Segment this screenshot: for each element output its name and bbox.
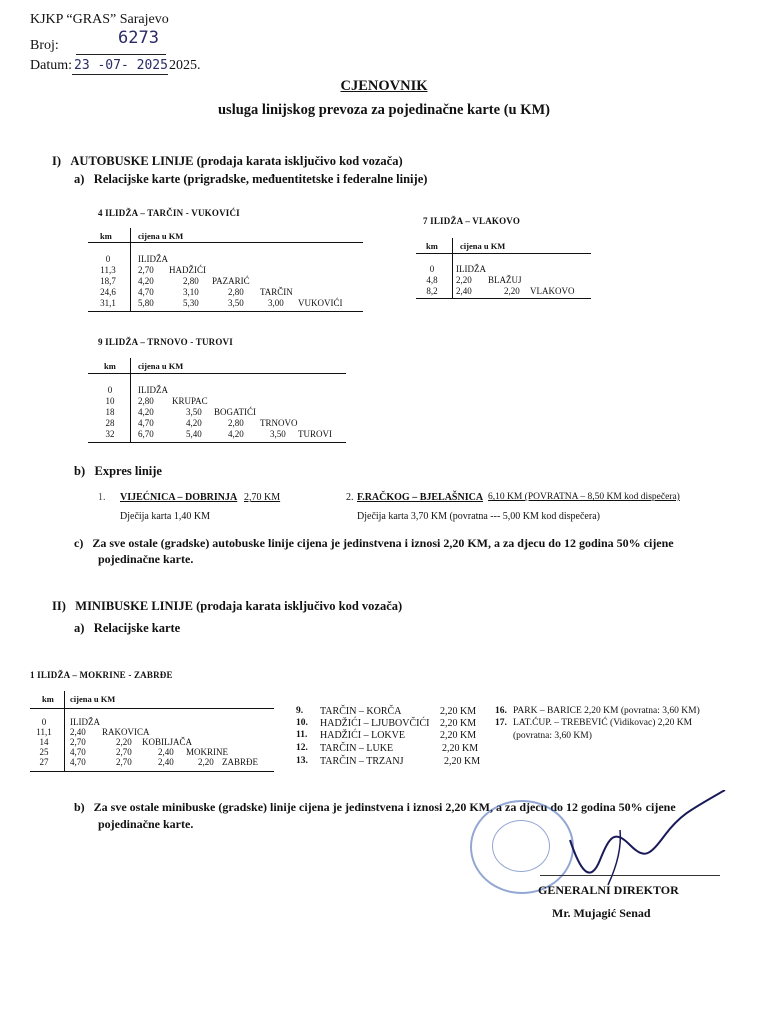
- table-cell: 2,70: [70, 737, 86, 747]
- table-cell: TUROVI: [298, 429, 332, 439]
- table-cell: VLAKOVO: [530, 286, 575, 296]
- section-1c-text: c) Za sve ostale (gradske) autobuske linije cijena je jedinstvena i iznosi 2,20 KM, a za djecu do 12 godina 50% cijene: [74, 536, 674, 550]
- line-name: HADŽIĆI – LJUBOVČIĆI: [320, 718, 430, 729]
- table-cell: ZABRĐE: [222, 757, 258, 767]
- table-cell: 2,80: [228, 418, 244, 428]
- table-cell: 0: [105, 254, 111, 264]
- organization-name: KJKP “GRAS” Sarajevo: [30, 12, 169, 27]
- table-cell: 18: [105, 407, 115, 417]
- table-cell: 2,70: [116, 757, 132, 767]
- table-cell: 0: [107, 385, 113, 395]
- table-cell: 2,20: [456, 275, 472, 285]
- route-7-title: 7 ILIDŽA – VLAKOVO: [423, 216, 521, 226]
- section-1b-heading: b) Expres linije: [74, 464, 162, 478]
- table-rule: [88, 442, 346, 443]
- table-cell: 28: [105, 418, 115, 428]
- express-1-number: 1.: [98, 492, 106, 503]
- table-cell: 2,80: [183, 276, 199, 286]
- table-cell: 3,00: [268, 298, 284, 308]
- table-cell: 2,80: [228, 287, 244, 297]
- route-9-title: 9 ILIDŽA – TRNOVO - TUROVI: [98, 337, 233, 347]
- section-1-heading: I) AUTOBUSKE LINIJE (prodaja karata isključivo kod vozača): [52, 154, 403, 168]
- price-header: cijena u KM: [460, 241, 506, 251]
- table-cell: 2,20: [504, 286, 520, 296]
- table-cell: 4,70: [138, 287, 154, 297]
- broj-label: Broj:: [30, 38, 59, 53]
- express-1-price: 2,70 KM: [244, 492, 281, 503]
- table-cell: KOBILJAČA: [142, 737, 193, 747]
- express-2-name: F.RAČKOG – BJELAŠNICA: [357, 492, 484, 503]
- table-cell: 2,40: [456, 286, 472, 296]
- signature-line: [540, 875, 720, 876]
- line-number: 17.: [495, 718, 507, 728]
- table-cell: PAZARIĆ: [212, 276, 250, 286]
- table-cell: ILIDŽA: [138, 385, 168, 395]
- table-cell: RAKOVICA: [102, 727, 150, 737]
- table-cell: 4,70: [70, 757, 86, 767]
- table-divider: [130, 228, 131, 312]
- table-cell: 4,20: [186, 418, 202, 428]
- table-cell: 14: [39, 737, 49, 747]
- line-number: 11.: [296, 730, 308, 740]
- km-header: km: [100, 231, 112, 241]
- line-17-return: (povratna: 3,60 KM): [513, 731, 592, 741]
- table-cell: 25: [39, 747, 49, 757]
- table-cell: 5,30: [183, 298, 199, 308]
- table-cell: ILIDŽA: [70, 717, 100, 727]
- datum-year: 2025.: [169, 58, 201, 73]
- table-cell: 2,20: [116, 737, 132, 747]
- price-header: cijena u KM: [70, 694, 116, 704]
- table-rule: [88, 373, 346, 374]
- table-cell: 10: [105, 396, 115, 406]
- table-cell: 3,50: [228, 298, 244, 308]
- line-name: HADŽIĆI – LOKVE: [320, 730, 405, 741]
- table-rule: [30, 771, 274, 772]
- line-price: 2,20 KM: [444, 756, 481, 767]
- price-header: cijena u KM: [138, 361, 184, 371]
- line-number: 9.: [296, 706, 304, 716]
- km-header: km: [104, 361, 116, 371]
- table-cell: 0: [41, 717, 47, 727]
- route-1-table: [30, 691, 274, 773]
- line-price: 2,20 KM: [440, 718, 477, 729]
- express-2-child-price: Dječija karta 3,70 KM (povratna --- 5,00 KM kod dispečera): [357, 511, 600, 522]
- table-cell: 8,2: [426, 286, 438, 296]
- table-cell: 4,8: [426, 275, 438, 285]
- table-cell: 2,70: [138, 265, 154, 275]
- official-stamp-inner: [492, 820, 550, 872]
- datum-line: [72, 56, 168, 75]
- section-2-heading: II) MINIBUSKE LINIJE (prodaja karata isključivo kod vozača): [52, 599, 403, 613]
- table-cell: TARČIN: [260, 287, 293, 297]
- table-cell: 6,70: [138, 429, 154, 439]
- table-cell: 24,6: [100, 287, 116, 297]
- table-cell: 5,40: [186, 429, 202, 439]
- line-number: 12.: [296, 743, 308, 753]
- line-price: 2,20 KM: [440, 706, 477, 717]
- line-name: TARČIN – TRZANJ: [320, 756, 404, 767]
- page-title: CJENOVNIK: [340, 78, 428, 94]
- table-divider: [64, 691, 65, 772]
- table-cell: 3,50: [270, 429, 286, 439]
- table-cell: 4,20: [138, 407, 154, 417]
- table-cell: 4,70: [70, 747, 86, 757]
- table-cell: 4,20: [138, 276, 154, 286]
- broj-value: 6273: [118, 28, 159, 48]
- table-cell: BOGATIĆI: [214, 407, 256, 417]
- table-cell: 31,1: [100, 298, 116, 308]
- route-4-table: [88, 228, 363, 313]
- route-4-title: 4 ILIDŽA – TARČIN - VUKOVIĆI: [98, 208, 240, 218]
- table-cell: 2,80: [138, 396, 154, 406]
- signature-role: GENERALNI DIREKTOR: [538, 883, 679, 897]
- table-rule: [416, 298, 591, 299]
- table-cell: 32: [105, 429, 115, 439]
- section-2a-heading: a) Relacijske karte: [74, 621, 181, 635]
- table-cell: 3,50: [186, 407, 202, 417]
- express-2-number: 2.: [346, 492, 354, 503]
- km-header: km: [426, 241, 438, 251]
- line-number: 10.: [296, 718, 308, 728]
- express-2-price: 6,10 KM (POVRATNA – 8,50 KM kod dispečera): [488, 492, 680, 502]
- route-7-table: [416, 238, 591, 300]
- table-cell: KRUPAC: [172, 396, 208, 406]
- line-name: TARČIN – LUKE: [320, 743, 394, 754]
- table-cell: 2,40: [158, 757, 174, 767]
- page-subtitle: usluga linijskog prevoza za pojedinačne karte (u KM): [217, 102, 551, 118]
- express-1-name: VIJEĆNICA – DOBRINJA: [120, 492, 238, 503]
- table-cell: BLAŽUJ: [488, 275, 522, 285]
- table-cell: 27: [39, 757, 49, 767]
- section-1c-text-2: pojedinačne karte.: [98, 552, 194, 566]
- table-cell: ILIDŽA: [456, 264, 486, 274]
- km-header: km: [42, 694, 54, 704]
- line-price: 2,20 KM: [440, 730, 477, 741]
- table-cell: 4,70: [138, 418, 154, 428]
- table-divider: [452, 238, 453, 299]
- line-17-text: LAT.ĆUP. – TREBEVIĆ (Vidikovac) 2,20 KM: [513, 718, 693, 728]
- line-name: TARČIN – KORČA: [320, 706, 402, 717]
- table-cell: 2,20: [198, 757, 214, 767]
- table-divider: [130, 358, 131, 443]
- section-2b-text: b) Za sve ostale minibuske (gradske) linije cijena je jedinstvena i iznosi 2,20 KM, a za djecu do 12 godina 50% cijene: [74, 800, 676, 814]
- table-cell: MOKRINE: [186, 747, 228, 757]
- route-9-table: [88, 358, 346, 443]
- table-cell: ILIDŽA: [138, 254, 168, 264]
- line-price: 2,20 KM: [442, 743, 479, 754]
- table-cell: VUKOVIĆI: [298, 298, 343, 308]
- table-cell: 3,10: [183, 287, 199, 297]
- express-1-child-price: Dječija karta 1,40 KM: [120, 511, 210, 522]
- table-cell: 11,3: [100, 265, 116, 275]
- signature-name: Mr. Mujagić Senad: [552, 906, 651, 920]
- section-2b-text-2: pojedinačne karte.: [98, 817, 194, 831]
- line-number: 16.: [495, 706, 507, 716]
- table-cell: 2,40: [70, 727, 86, 737]
- table-rule: [416, 253, 591, 254]
- section-1a-heading: a) Relacijske karte (prigradske, međuentitetske i federalne linije): [74, 172, 428, 186]
- table-cell: 4,20: [228, 429, 244, 439]
- line-16-text: PARK – BARICE 2,20 KM (povratna: 3,60 KM): [513, 706, 700, 716]
- table-cell: HADŽIĆI: [169, 265, 206, 275]
- datum-stamp: 23 -07- 2025: [74, 58, 168, 73]
- table-cell: 18,7: [100, 276, 116, 286]
- datum-label: Datum:: [30, 58, 72, 73]
- price-header: cijena u KM: [138, 231, 184, 241]
- table-cell: 2,70: [116, 747, 132, 757]
- table-cell: 0: [429, 264, 435, 274]
- line-number: 13.: [296, 756, 308, 766]
- table-rule: [30, 708, 274, 709]
- table-cell: TRNOVO: [260, 418, 298, 428]
- table-cell: 11,1: [36, 727, 52, 737]
- table-cell: 5,80: [138, 298, 154, 308]
- route-1-title: 1 ILIDŽA – MOKRINE - ZABRĐE: [30, 670, 173, 680]
- broj-line: [76, 28, 166, 55]
- table-cell: 2,40: [158, 747, 174, 757]
